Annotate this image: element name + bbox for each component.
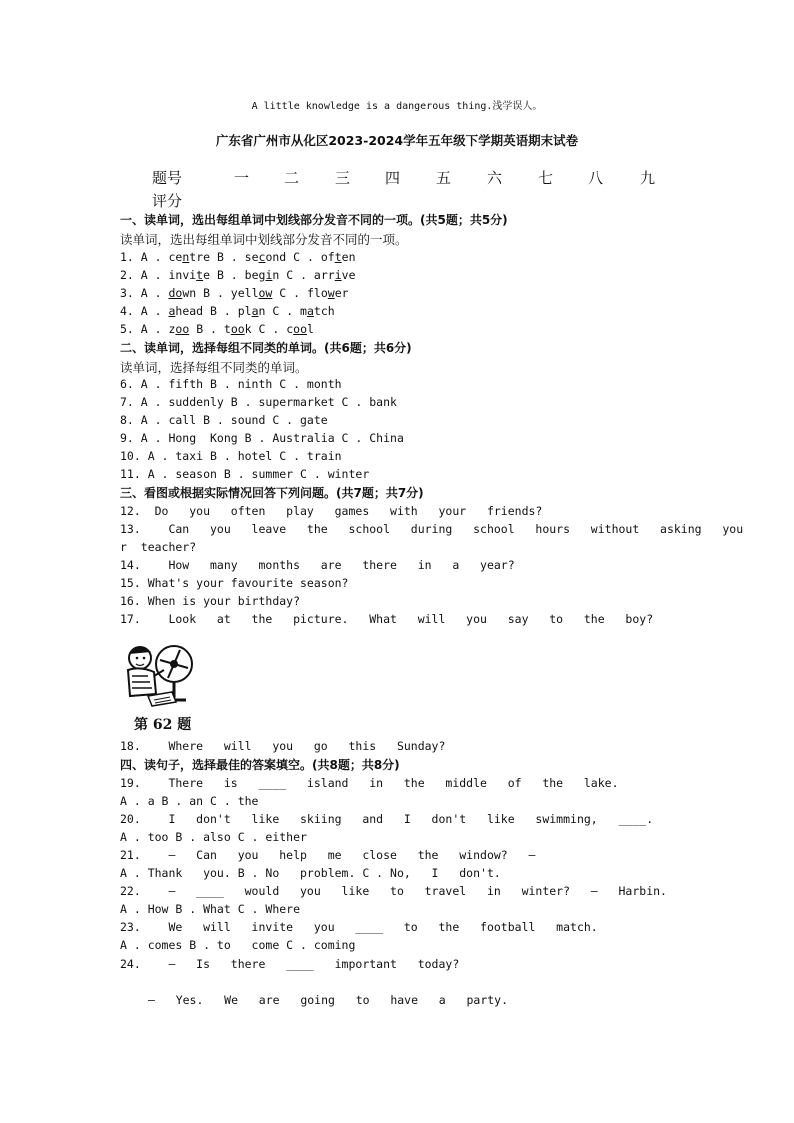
question-21-options: A . Thank you. B . No problem. C . No, I don't. (120, 866, 501, 880)
question-2: 2. A . invite B . begin C . arrive (120, 268, 356, 282)
header-quote: A little knowledge is a dangerous thing.浅学误人。 (251, 101, 543, 112)
question-24-dialogue: — Yes. We are going to have a party. (148, 993, 509, 1007)
question-20: 20. I don't like skiing and I don't like swimming, ____. (120, 812, 654, 826)
question-16: 16. When is your birthday? (120, 594, 301, 608)
section-4-heading: 四、读句子，选择最佳的答案填空。(共8题；共8分) (120, 758, 400, 772)
question-1: 1. A . centre B . second C . often (120, 250, 356, 264)
section-1-instruction: 读单词，选出每组单词中划线部分发音不同的一项。 (120, 232, 408, 247)
question-6: 6. A . fifth B . ninth C . month (120, 377, 342, 391)
question-21: 21. — Can you help me close the window? — (120, 848, 536, 862)
score-col-8: 八 (588, 169, 604, 187)
score-table-header-row (152, 167, 672, 187)
exam-title: 广东省广州市从化区2023-2024学年五年级下学期英语期末试卷 (215, 133, 579, 148)
picture-caption: 第 62 题 (134, 717, 192, 733)
score-col-2: 二 (284, 169, 300, 187)
score-col-4: 四 (385, 169, 401, 187)
question-9: 9. A . Hong Kong B . Australia C . China (120, 431, 404, 445)
question-5: 5. A . zoo B . took C . cool (120, 322, 314, 336)
question-18: 18. Where will you go this Sunday? (120, 739, 446, 753)
score-col-1: 一 (234, 169, 250, 187)
question-3: 3. A . down B . yellow C . flower (120, 286, 349, 300)
score-col-6: 六 (487, 169, 503, 187)
question-13-cont: r teacher? (120, 540, 197, 554)
question-13: 13. Can you leave the school during school hours without asking you (120, 522, 744, 536)
question-20-options: A . too B . also C . either (120, 830, 307, 844)
question-11: 11. A . season B . summer C . winter (120, 467, 370, 481)
question-22: 22. — ____ would you like to travel in winter? — Harbin. (120, 884, 667, 898)
question-12: 12. Do you often play games with your friends? (120, 504, 543, 518)
question-23-options: A . comes B . to come C . coming (120, 938, 356, 952)
question-24: 24. — Is there ____ important today? (120, 957, 460, 971)
question-15: 15. What's your favourite season? (120, 576, 349, 590)
score-col-7: 七 (538, 169, 554, 187)
section-2-heading: 二、读单词，选择每组不同类的单词。(共6题；共6分) (120, 341, 412, 355)
section-2-instruction: 读单词，选择每组不同类的单词。 (120, 360, 308, 375)
question-17: 17. Look at the picture. What will you say to the boy? (120, 612, 654, 626)
question-19: 19. There is ____ island in the middle of the lake. (120, 776, 619, 790)
score-col-5: 五 (436, 169, 452, 187)
score-col-9: 九 (640, 169, 656, 187)
question-8: 8. A . call B . sound C . gate (120, 413, 328, 427)
question-19-options: A . a B . an C . the (120, 794, 259, 808)
question-14: 14. How many months are there in a year? (120, 558, 515, 572)
score-table-label-number: 题号 (152, 169, 183, 187)
question-23: 23. We will invite you ____ to the football match. (120, 920, 598, 934)
section-3-heading: 三、看图或根据实际情况回答下列问题。(共7题；共7分) (120, 486, 424, 500)
score-table-label-score: 评分 (152, 192, 183, 210)
section-1-heading: 一、读单词，选出每组单词中划线部分发音不同的一项。(共5题；共5分) (120, 213, 508, 227)
question-7: 7. A . suddenly B . supermarket C . bank (120, 395, 397, 409)
boy-with-fan-picture (118, 640, 200, 708)
question-4: 4. A . ahead B . plan C . match (120, 304, 335, 318)
score-col-3: 三 (335, 169, 351, 187)
question-22-options: A . How B . What C . Where (120, 902, 301, 916)
question-10: 10. A . taxi B . hotel C . train (120, 449, 342, 463)
